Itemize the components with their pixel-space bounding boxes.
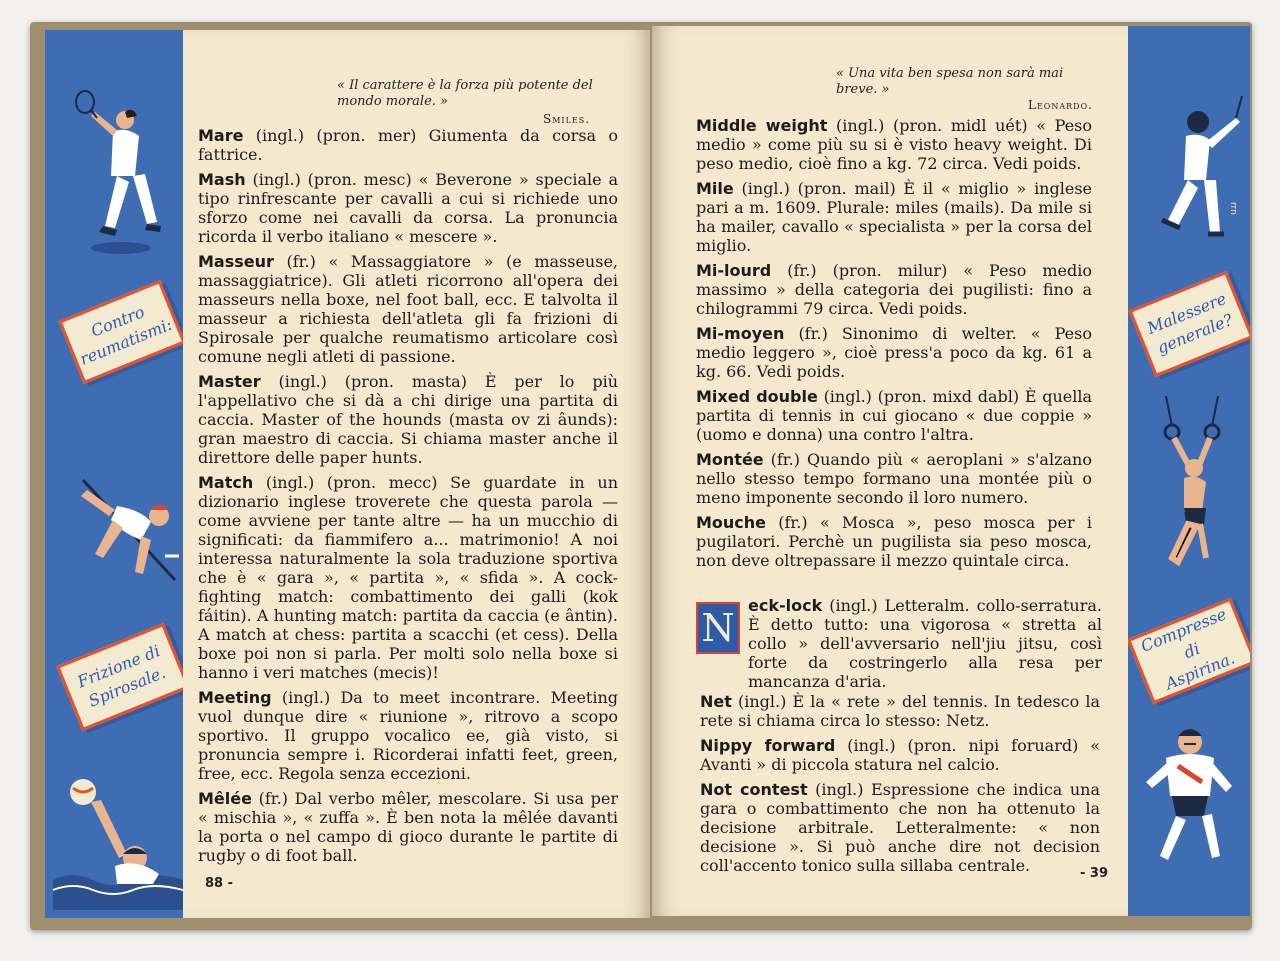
right-entries-n [700,692,1100,881]
water-polo-player-icon [53,770,183,910]
entry-definition: (ingl.) È la « rete » del tennis. In tedesco la rete si chiama circa lo stesso: Netz. [700,692,1100,730]
left-page [45,30,650,918]
entry-definition: (fr.) (pron. milur) « Peso medio massimo » della categoria dei pugilisti: fino a chilogrammi 79 circa. Vedi poids. [696,261,1092,318]
entry-neck-lock [696,596,1102,697]
right-flag-1: Malessere generale? [1128,271,1250,377]
entry-headword: Net [700,692,732,711]
entry-headword: Mouche [696,513,767,532]
tennis-player-icon [63,90,173,260]
dictionary-entry [700,780,1100,875]
right-entries-m [696,116,1092,576]
pole-vaulter-icon [55,440,183,590]
dictionary-entry [198,372,618,467]
dictionary-entry [696,261,1092,318]
entry-definition: (ingl.) (pron. masta) È per lo più l'appellativo che si dà a chi dirige una partita di caccia. Master of the hounds (masta ov zi âunds): gran maestro di caccia. Si chiama master anche il direttore delle paper hunts. [198,372,618,467]
entry-headword: Montée [696,450,764,469]
entry-definition: (fr.) Quando più « aeroplani » s'alzano nello stesso tempo formano una montée più o meno imponente secondo il loro numero. [696,450,1092,507]
entry-definition: (ingl.) Da to meet incontrare. Meeting vuol dunque dire « riunione », ritrovo a scopo sportivo. Il gruppo vocalico ee, già visto, si pronuncia sempre i. Ricorderai infatti feet, green, free, ecc. Regola senza eccezioni. [198,688,618,783]
entry-definition: (ingl.) Letteralm. collo-serratura. È detto tutto: una vigorosa « stretta al collo » dell'avversario nell'jiu jitsu, così forte da costringerlo alla resa per mancanza d'aria. [748,596,1102,691]
right-page [652,26,1250,916]
dictionary-entry [696,450,1092,507]
dictionary-entry [696,596,1102,691]
dictionary-entry [198,252,618,366]
left-illustrated-strip [45,30,183,918]
entry-headword: Mash [198,170,246,189]
dictionary-entry [198,126,618,164]
dictionary-entry [696,513,1092,570]
left-flag-1: Contro reumatismi: [58,280,183,384]
dictionary-entry [198,789,618,865]
drop-cap-n: N [696,602,740,654]
entry-headword: Mi-lourd [696,261,772,280]
right-illustrated-strip [1128,26,1250,916]
entry-definition: (ingl.) (pron. mail) È il « miglio » inglese pari a m. 1609. Plurale: miles (mails). Da mile si ha mailer, cavallo « specialista » per la corsa del miglio. [696,179,1092,255]
dictionary-entry [696,116,1092,173]
strip-text: rrn [1228,202,1238,215]
entry-headword: Master [198,372,261,391]
dictionary-entry [696,324,1092,381]
football-player-icon [1132,716,1248,876]
entry-definition: (ingl.) (pron. mecc) Se guardate in un dizionario inglese troverete che questa parola — come avviene per tante altre — ha un mucchio di significati: da fiammifero a... matrimonio! A noi interessa naturalmente la sola traduzione sportiva che è « gara », « partita », « sfida ». A cock-fighting match: combattimento dei galli (kok fáitin). A hunting match: partita da caccia (e ântin). A match at chess: partita a scacchi (et cess). Della boxe poi non si parla. Per molti solo nella boxe si hanno i veri matches (mecis)! [198,473,618,682]
entry-headword: Not contest [700,780,808,799]
entry-headword: Mixed double [696,387,818,406]
entry-definition: (fr.) « Massaggiatore » (e masseuse, massaggiatrice). Gli atleti ricorrono all'opera dei masseurs nella boxe, nel foot ball, ecc. E talvolta il masseur a richiesta dell'atleta gli fa frizioni di Spirosale per qualche reumatismo articolare così comune negli atleti di passione. [198,252,618,366]
dictionary-entry [696,387,1092,444]
entry-headword: Mile [696,179,734,198]
entry-headword: Masseur [198,252,274,271]
right-epigraph: « Una vita ben spesa non sarà mai breve. » [836,66,1064,97]
entry-headword: Nippy forward [700,736,836,755]
entry-headword: Mi-moyen [696,324,785,343]
gymnast-rings-icon [1138,396,1248,576]
entry-definition: (ingl.) (pron. mesc) « Beverone » speciale a tipo rinfrescante per cavalli a cui si richiede uno sforzo come nei cavalli da corsa. La pronuncia ricorda il verbo italiano « mescere ». [198,170,618,246]
entry-headword: Middle weight [696,116,828,135]
entry-definition: (ingl.) (pron. nipi foruard) « Avanti » di piccola statura nel calcio. [700,736,1101,774]
entry-definition: (ingl.) (pron. mixd dabl) È quella partita di tennis in cui giocano « due coppie » (uomo e donna) una contro l'altra. [696,387,1092,444]
fencer-icon [1136,90,1246,260]
right-flag-2: Compresse di Aspirina. [1128,598,1250,705]
entry-definition: (ingl.) Espressione che indica una gara o combattimento che non ha ottenuto la decisione arbitrale. Letteralmente: « non decisione ». Si può anche dire not decision coll'accento tonico sulla sillaba centrale. [700,780,1100,875]
dictionary-entry [198,170,618,246]
right-page-number: - 39 [1080,866,1109,881]
entry-headword: Meeting [198,688,272,707]
right-epigraph-author: Leonardo. [1028,98,1093,112]
entry-definition: (ingl.) (pron. midl uét) « Peso medio » come più su si è visto heavy weight. Di peso medio, cioè fino a kg. 72 circa. Vedi poids. [696,116,1093,173]
left-flag-2: Frizione di Spirosale. [56,623,183,731]
left-entries [198,126,618,871]
entry-definition: (fr.) Sinonimo di welter. « Peso medio leggero », cioè press'a poco da kg. 61 a kg. 66. Vedi poids. [696,324,1092,381]
entry-headword: eck-lock [748,596,823,615]
dictionary-entry [198,688,618,783]
entry-definition: (ingl.) (pron. mer) Giumenta da corsa o fattrice. [198,126,618,164]
dictionary-entry [700,736,1100,774]
left-epigraph: « Il carattere è la forza più potente del mondo morale. » [337,78,593,109]
entry-headword: Match [198,473,254,492]
entry-definition: (fr.) « Mosca », peso mosca per i pugilatori. Perchè un pugilista sia peso mosca, non deve oltrepassare il mezzo quintale circa. [696,513,1092,570]
entry-definition: (fr.) Dal verbo mêler, mescolare. Si usa per « mischia », « zuffa ». È ben nota la mêlée davanti la porta o nel campo di gioco durante le partite di rugby o di foot ball. [198,789,618,865]
dictionary-entry [198,473,618,682]
dictionary-entry [700,692,1100,730]
entry-headword: Mêlée [198,789,252,808]
dictionary-entry [696,179,1092,255]
left-epigraph-author: Smiles. [543,112,591,126]
entry-headword: Mare [198,126,244,145]
left-page-number: 88 - [205,876,234,891]
